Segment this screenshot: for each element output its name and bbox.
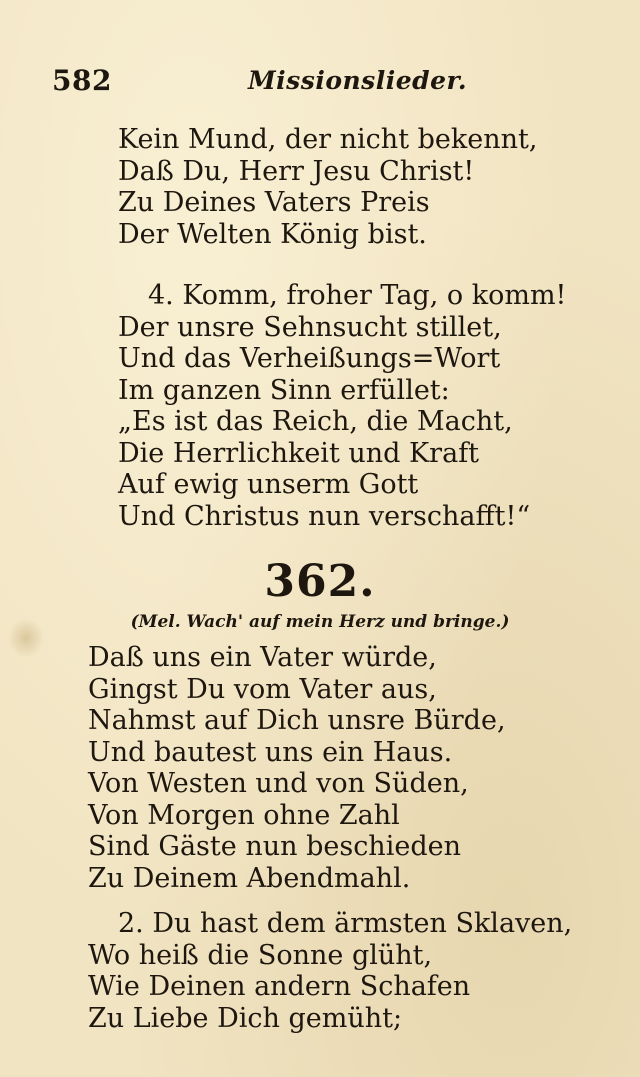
hymn-number: 362. <box>264 556 376 607</box>
stanza-continuation <box>118 124 537 250</box>
page-header <box>52 64 468 104</box>
verse-line: Und bautest uns ein Haus. <box>88 736 453 768</box>
verse-line: Der unsre Sehnsucht stillet, <box>118 311 502 343</box>
verse-line: Im ganzen Sinn erfüllet: <box>118 374 450 406</box>
verse-line: 2. Du hast dem ärmsten Sklaven, <box>118 908 573 939</box>
melody-note: (Mel. Wach' auf mein Herz und bringe.) <box>130 612 510 632</box>
verse-line: „Es ist das Reich, die Macht, <box>118 406 513 437</box>
stanza-1 <box>88 642 506 894</box>
verse-line: Daß Du, Herr Jesu Christ! <box>118 155 475 187</box>
verse-line: Und Christus nun verschafft!“ <box>118 500 531 532</box>
verse-line: Kein Mund, der nicht bekennt, <box>118 124 538 155</box>
verse-line: Von Westen und von Süden, <box>88 768 469 799</box>
verse-line: Die Herrlichkeit und Kraft <box>118 437 480 469</box>
verse-line: Von Morgen ohne Zahl <box>88 799 400 831</box>
verse-line: Nahmst auf Dich unsre Bürde, <box>88 705 506 736</box>
verse-line: Zu Deinem Abendmahl. <box>88 862 411 894</box>
verse-line: Zu Deines Vaters Preis <box>118 187 430 218</box>
stanza-4 <box>118 280 566 532</box>
verse-line: Wie Deinen andern Schafen <box>88 971 471 1002</box>
verse-line: 4. Komm, froher Tag, o komm! <box>148 280 567 311</box>
verse-line: Der Welten König bist. <box>118 218 427 250</box>
stanza-2 <box>88 908 572 1034</box>
verse-line: Auf ewig unserm Gott <box>118 469 419 500</box>
verse-line: Und das Verheißungs=Wort <box>118 343 501 374</box>
verse-line: Daß uns ein Vater würde, <box>88 642 437 673</box>
verse-line: Zu Liebe Dich gemüht; <box>88 1002 403 1034</box>
verse-line: Wo heiß die Sonne glüht, <box>88 939 433 971</box>
verse-line: Gingst Du vom Vater aus, <box>88 673 437 705</box>
verse-line: Sind Gäste nun beschieden <box>88 831 461 862</box>
page-number: 582 <box>52 64 112 97</box>
running-title: Missionslieder. <box>248 66 468 95</box>
